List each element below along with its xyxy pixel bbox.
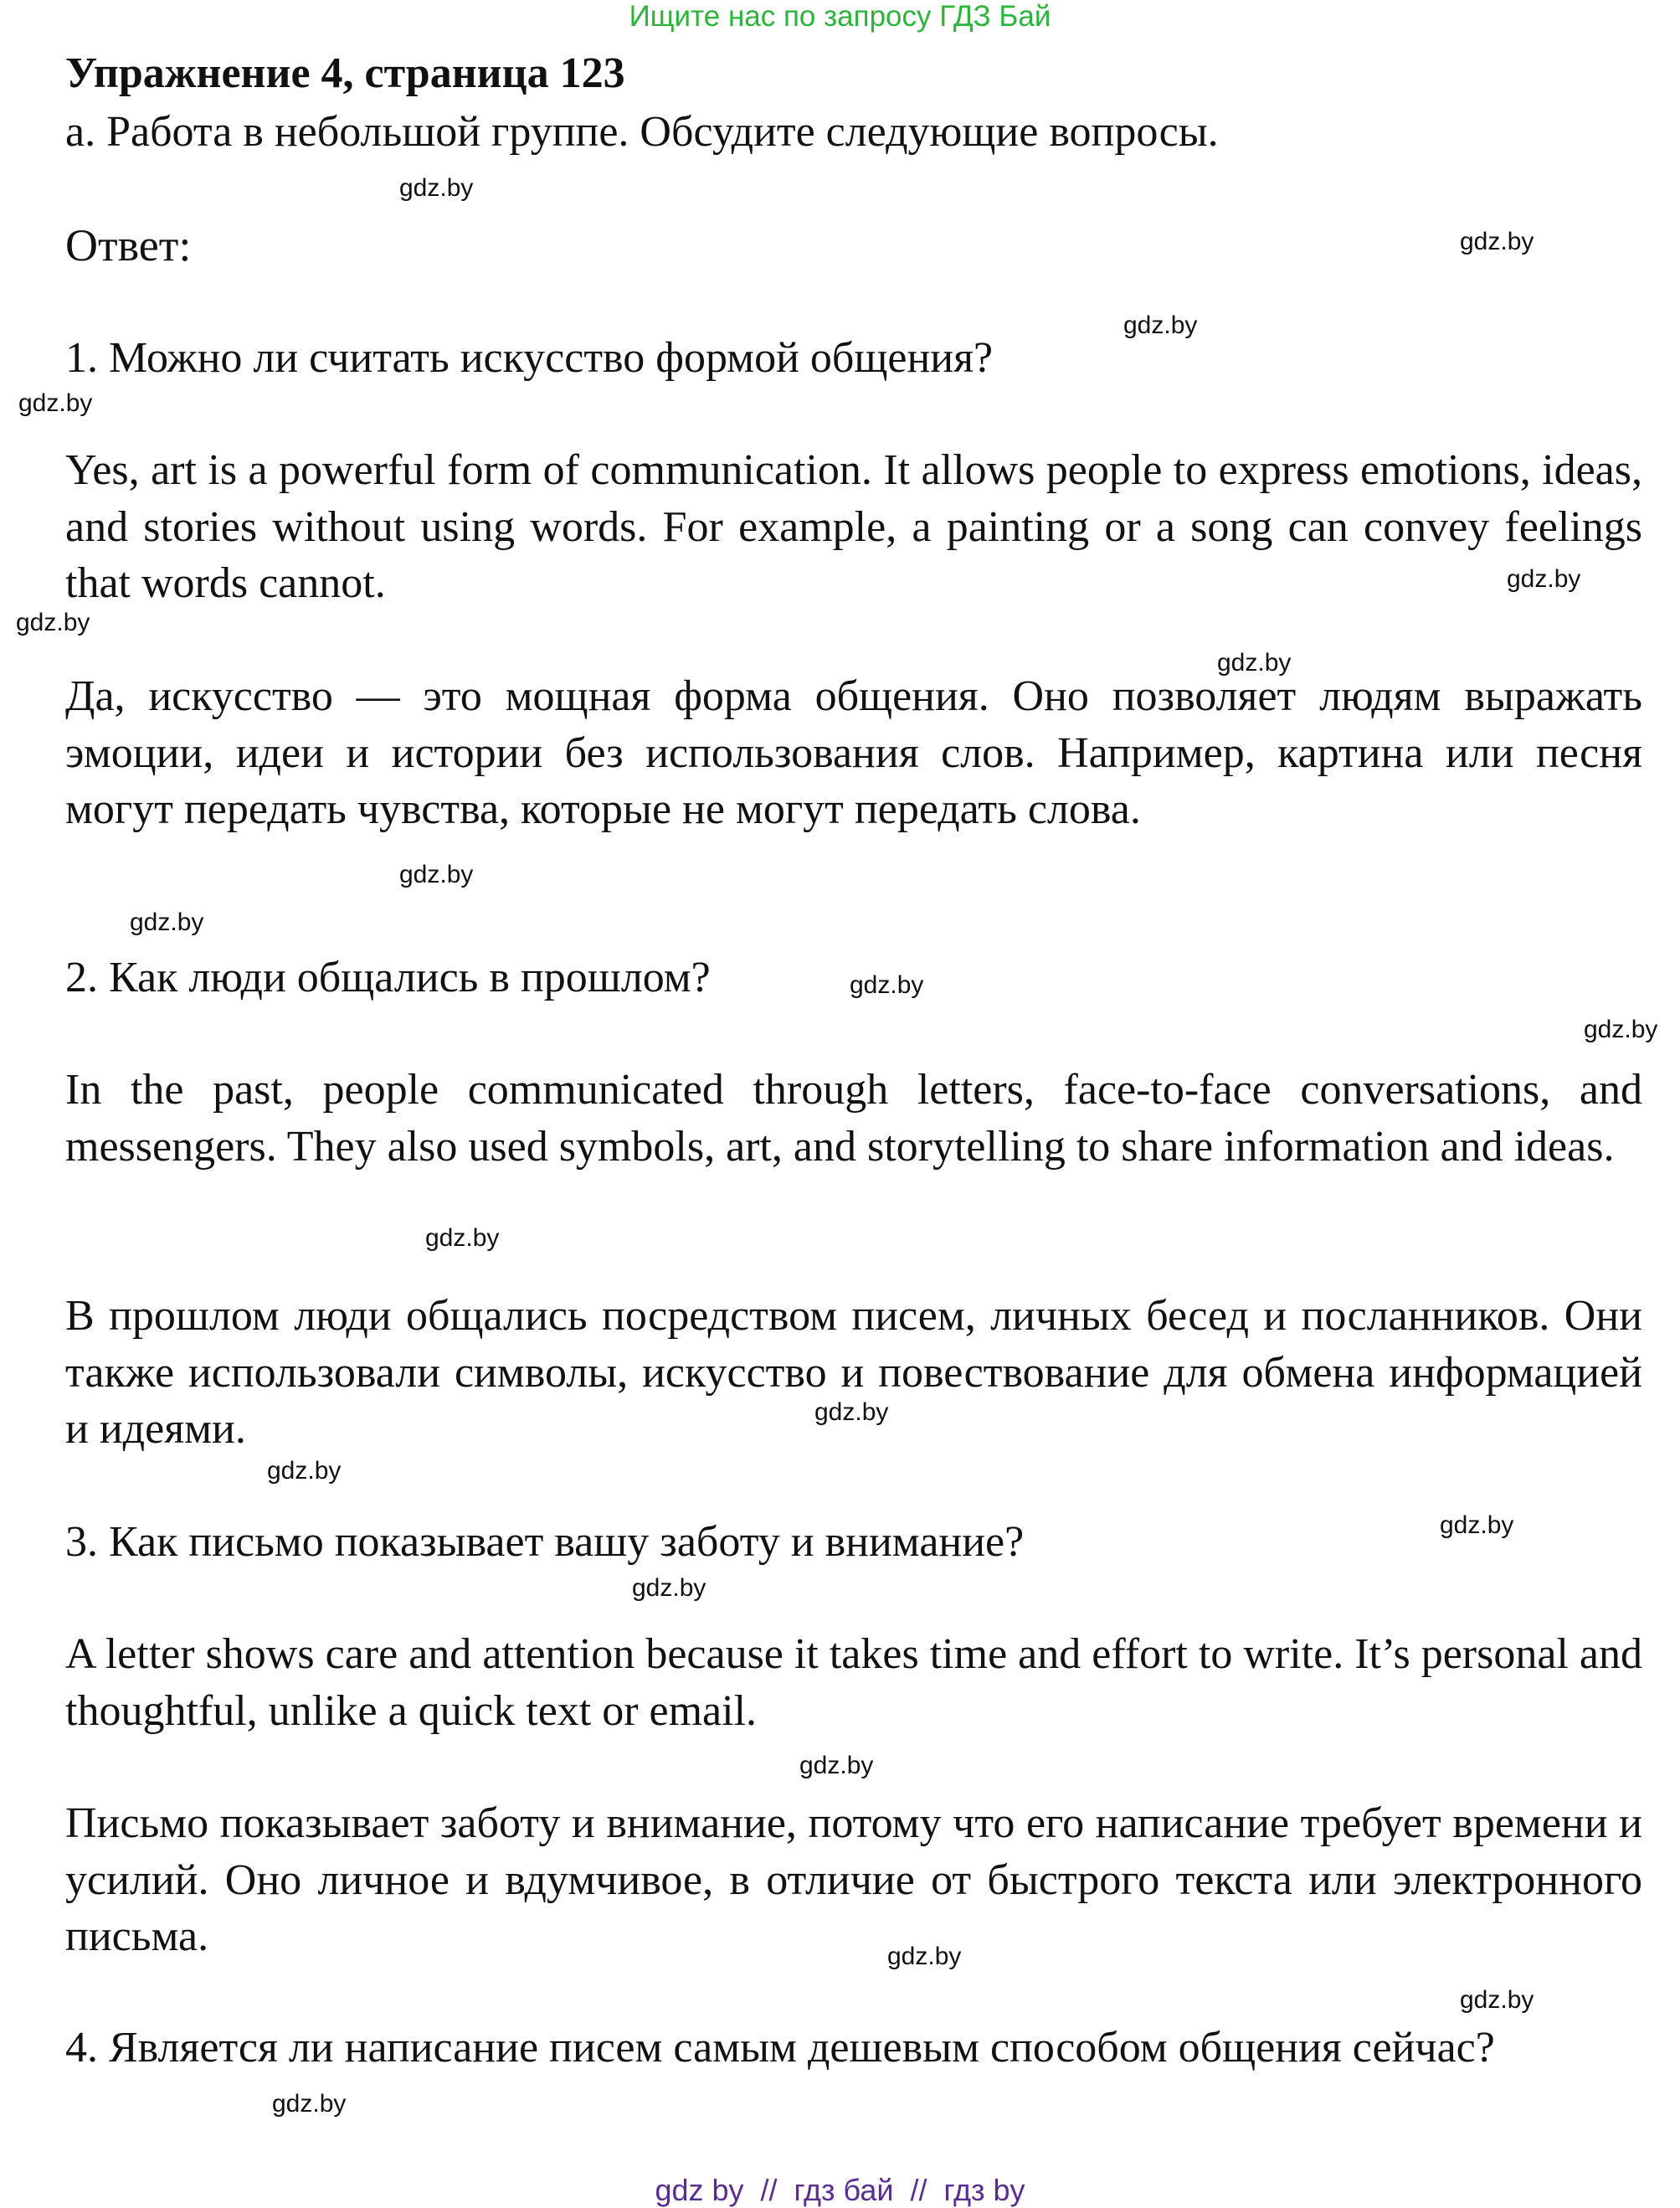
watermark: gdz.by (814, 1398, 889, 1426)
answer-label: Ответ: (65, 220, 192, 270)
watermark: gdz.by (399, 174, 474, 202)
watermark: gdz.by (399, 861, 474, 888)
answer-3-ru: Письмо показывает заботу и внимание, потому что его написание требует времени и усилий. Оно личное и вдумчивое, в отличие от быстрого текста или электронного письма. (65, 1799, 1642, 1960)
answer-3-en: A letter shows care and attention because it takes time and effort to write. It’s personal and thoughtful, unlike a quick text or email. (65, 1630, 1642, 1735)
watermark: gdz.by (1460, 1986, 1534, 2014)
footer-links[interactable]: gdz by // гдз бай // гдз by (655, 2173, 1025, 2207)
watermark: gdz.by (425, 1224, 500, 1252)
watermark: gdz.by (1584, 1016, 1658, 1043)
watermark: gdz.by (850, 971, 924, 999)
watermark: gdz.by (1217, 649, 1292, 677)
question-1: 1. Можно ли считать искусство формой общения? (65, 334, 994, 382)
watermark: gdz.by (1507, 565, 1581, 593)
watermark: gdz.by (799, 1752, 874, 1779)
watermark: gdz.by (1460, 228, 1534, 255)
watermark: gdz.by (1123, 311, 1198, 339)
answer-1-ru: Да, искусство — это мощная форма общения. Оно позволяет людям выражать эмоции, идеи и истории без использования слов. Например, картина или песня могут передать чувства, которые не могут передать слова. (65, 672, 1642, 833)
watermark: gdz.by (267, 1457, 342, 1485)
watermark: gdz.by (18, 389, 93, 417)
watermark: gdz.by (16, 609, 90, 636)
question-2: 2. Как люди общались в прошлом? (65, 954, 711, 1001)
watermark: gdz.by (1440, 1511, 1514, 1539)
answer-2-en: In the past, people communicated through letters, face-to-face conversations, and messengers. They also used symbols, art, and storytelling to share information and ideas. (65, 1066, 1642, 1171)
answer-1-en: Yes, art is a powerful form of communication. It allows people to express emotions, ideas, and stories without using words. For example, a painting or a song can convey feelings that words cannot. (65, 446, 1642, 607)
answer-2-ru: В прошлом люди общались посредством писем, личных бесед и посланников. Они также использовали символы, искусство и повествование для обмена информацией и идеями. (65, 1292, 1642, 1453)
watermark: gdz.by (272, 2090, 347, 2118)
exercise-title: Упражнение 4, страница 123 (65, 49, 625, 97)
search-hint-link[interactable]: Ищите нас по запросу ГДЗ Бай (629, 0, 1051, 33)
watermark: gdz.by (632, 1574, 706, 1602)
question-4: 4. Является ли написание писем самым дешевым способом общения сейчас? (65, 2024, 1495, 2072)
exercise-task: а. Работа в небольшой группе. Обсудите следующие вопросы. (65, 108, 1219, 156)
watermark: gdz.by (130, 908, 204, 936)
question-3: 3. Как письмо показывает вашу заботу и внимание? (65, 1518, 1025, 1566)
watermark: gdz.by (887, 1943, 962, 1970)
